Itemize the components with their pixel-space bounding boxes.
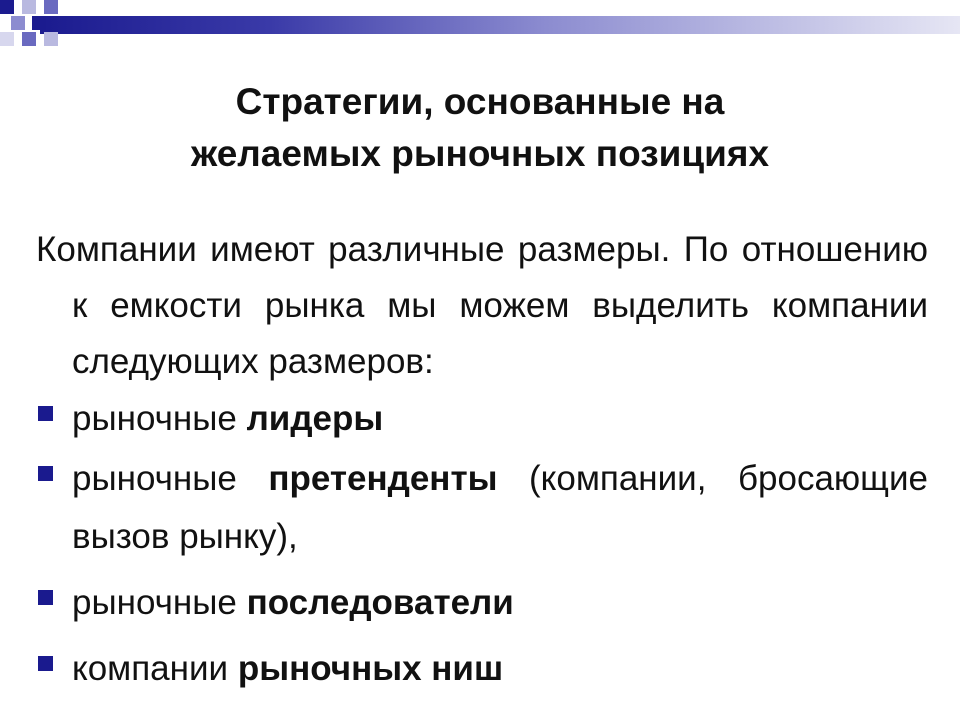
list-item xyxy=(36,450,928,566)
deco-square xyxy=(0,0,14,14)
item-plain-text: компании xyxy=(72,649,229,688)
deco-square xyxy=(44,32,58,46)
deco-square xyxy=(22,32,36,46)
item-bold-text: претенденты xyxy=(268,459,498,498)
title-line-2: желаемых рыночных позициях xyxy=(190,133,770,174)
list-item xyxy=(36,390,928,448)
item-bold-text: последователи xyxy=(246,583,514,622)
square-bullet-icon xyxy=(38,656,53,671)
bullet-list xyxy=(36,390,928,698)
item-bold-text: рыночных ниш xyxy=(237,649,504,688)
deco-square xyxy=(11,16,25,30)
item-plain-text: рыночные xyxy=(72,459,237,498)
deco-square xyxy=(0,32,14,46)
square-bullet-icon xyxy=(38,466,53,481)
slide-body xyxy=(36,222,928,698)
deco-square xyxy=(44,0,58,14)
item-extra-text: (компании, бросающие вызов рынку), xyxy=(72,459,928,556)
deco-square xyxy=(22,0,36,14)
title-line-1: Стратегии, основанные на xyxy=(235,81,725,122)
header-gradient-bar xyxy=(40,16,960,34)
intro-paragraph: Компании имеют различные размеры. По отношению к емкости рынка мы можем выделить компании следующих размеров: xyxy=(36,230,928,381)
deco-square xyxy=(32,16,46,30)
item-plain-text: рыночные xyxy=(72,399,237,438)
list-item xyxy=(36,640,928,698)
square-bullet-icon xyxy=(38,406,53,421)
item-bold-text: лидеры xyxy=(246,399,384,438)
slide-title xyxy=(60,76,900,180)
square-bullet-icon xyxy=(38,590,53,605)
item-plain-text: рыночные xyxy=(72,583,237,622)
list-item xyxy=(36,574,928,632)
